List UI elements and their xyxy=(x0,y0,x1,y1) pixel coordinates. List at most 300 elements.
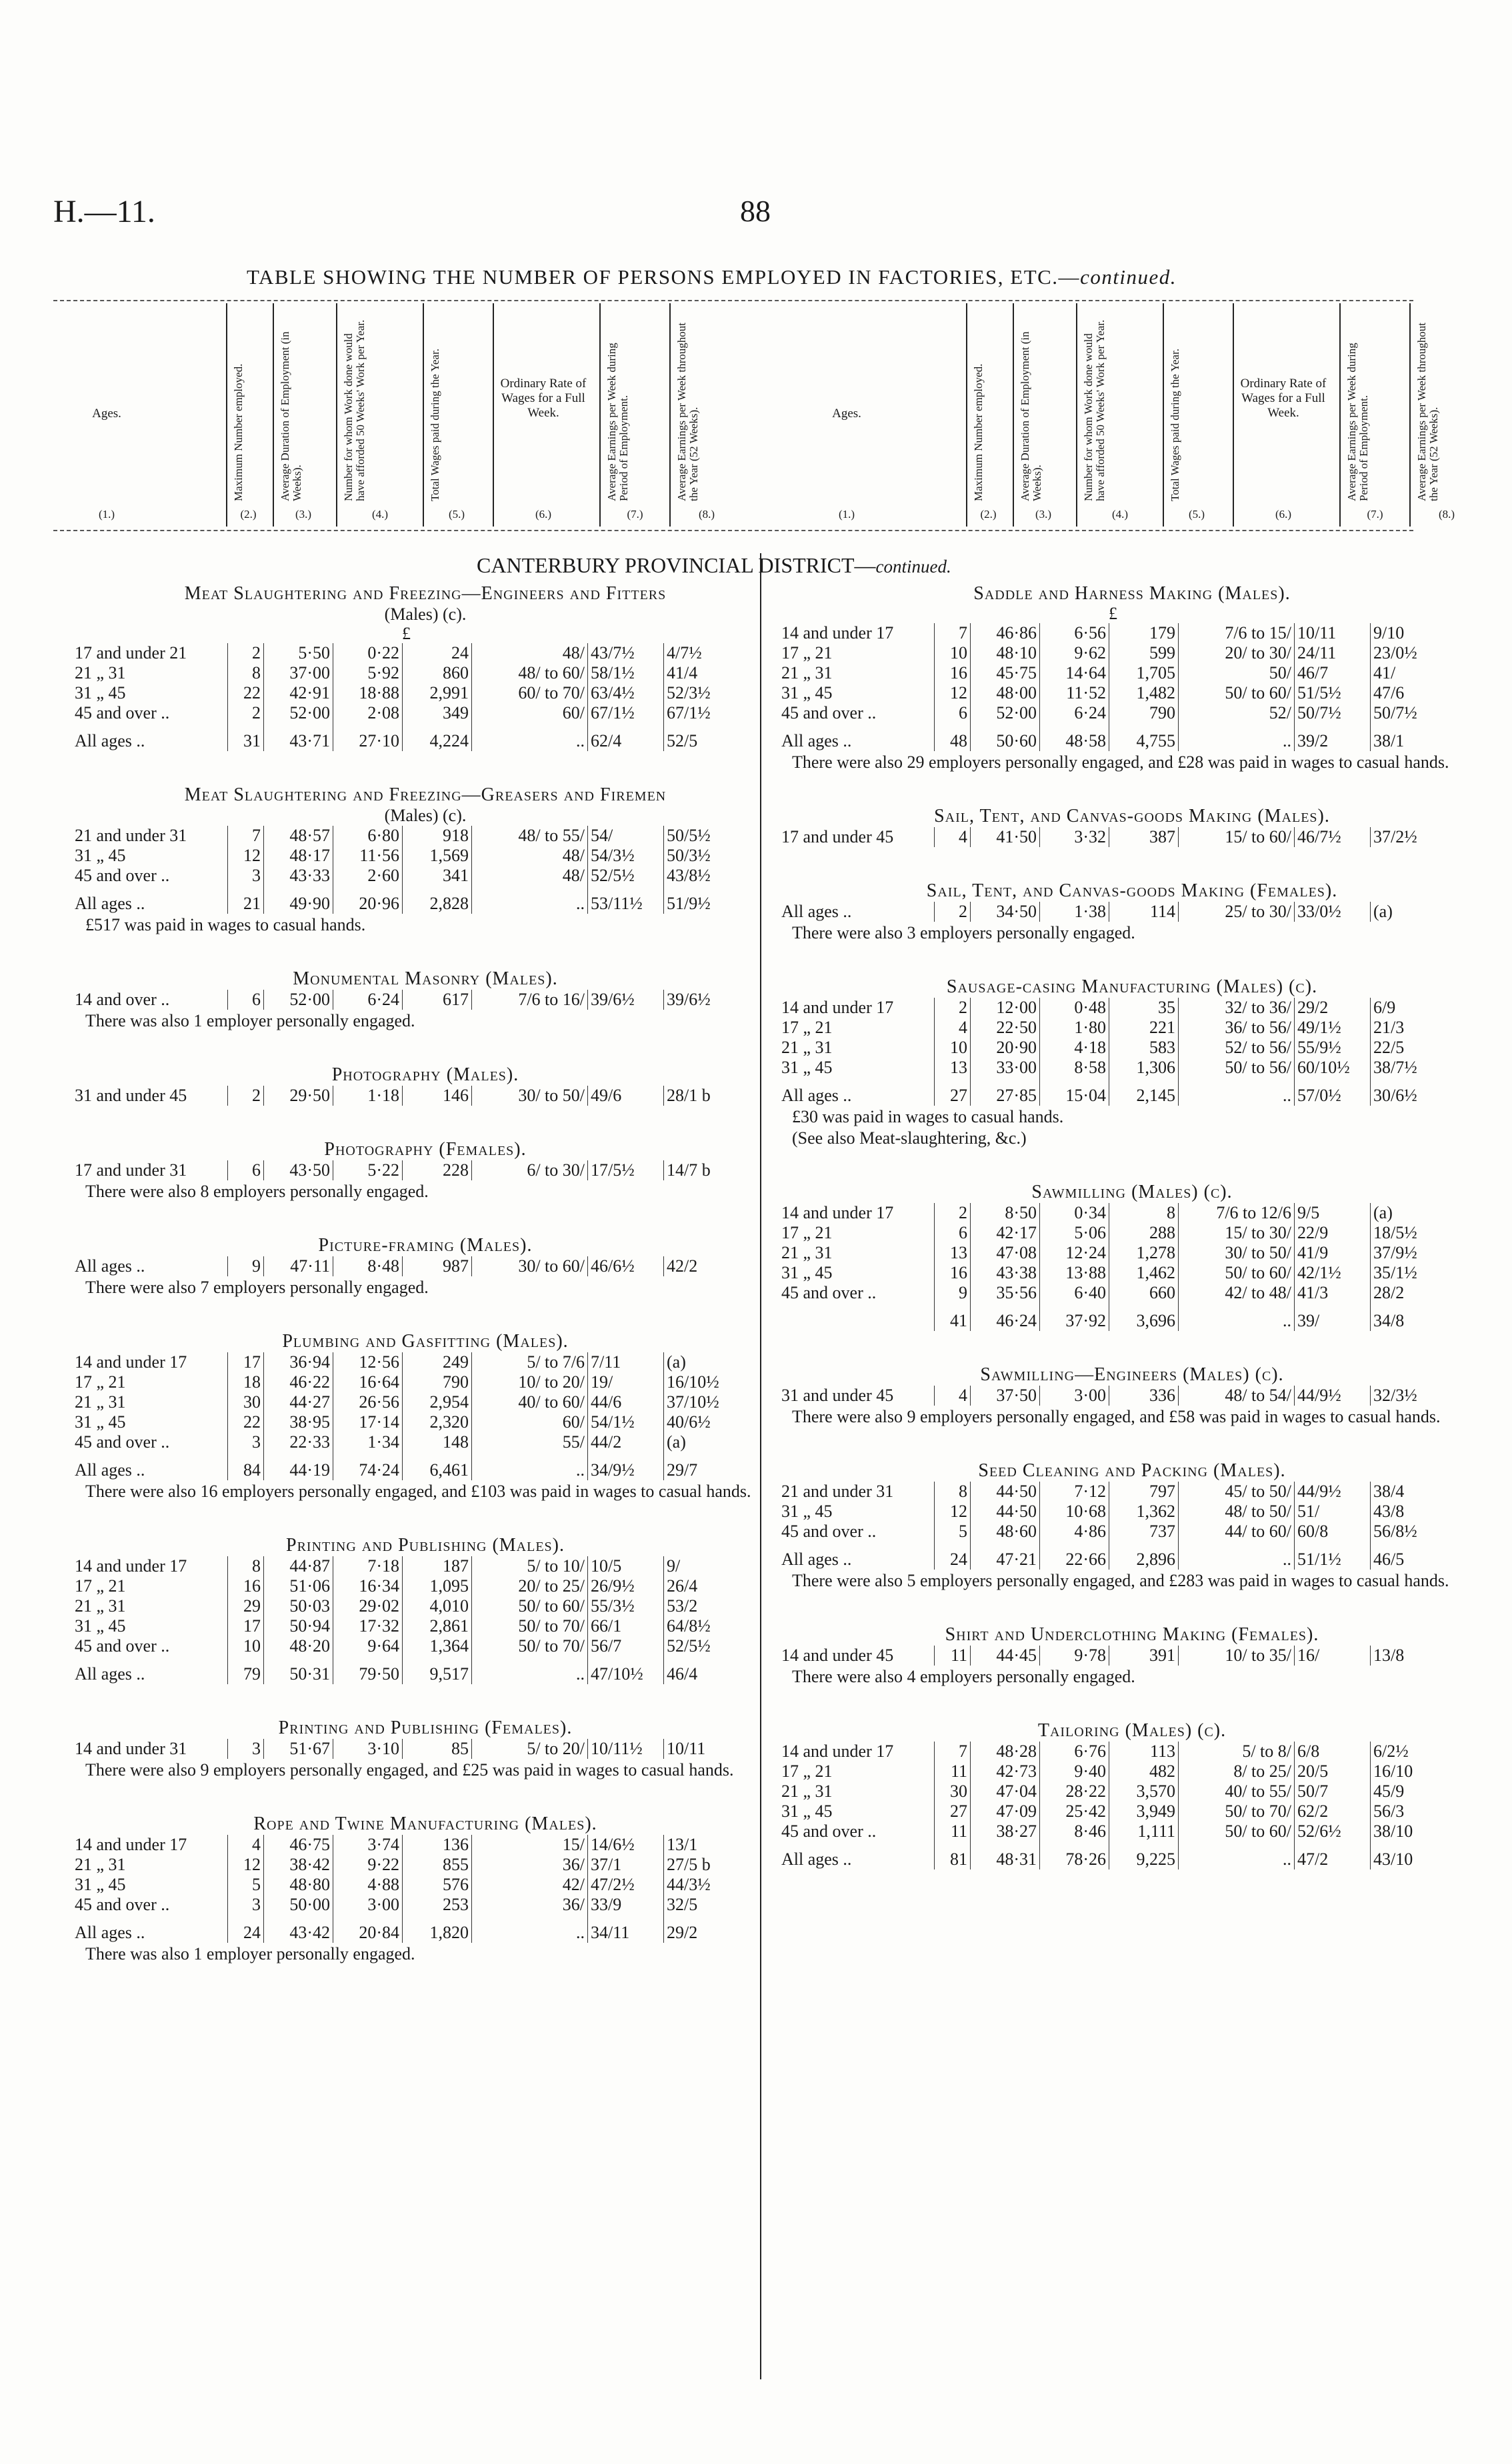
table-cell: 85 xyxy=(403,1739,472,1759)
table-cell: 37·00 xyxy=(264,663,333,683)
table-cell: 17 „ 21 xyxy=(72,1576,228,1596)
section-title: Saddle and Harness Making (Males). xyxy=(973,583,1291,604)
table-cell: 2,861 xyxy=(403,1616,472,1636)
table-cell: 47/2½ xyxy=(588,1875,664,1895)
total-row xyxy=(72,886,733,914)
table-cell: 43·50 xyxy=(264,1160,333,1180)
table-cell: 46/6½ xyxy=(588,1256,664,1276)
table-cell: 48·60 xyxy=(971,1522,1040,1542)
table-cell: All ages .. xyxy=(72,1256,228,1276)
table-row xyxy=(72,643,733,663)
table-cell: 37·92 xyxy=(1040,1303,1109,1331)
table-cell: 4 xyxy=(935,827,971,847)
column-number: (3.) xyxy=(295,508,312,521)
table-cell: 30/6½ xyxy=(1373,1086,1417,1105)
table-cell: 10 xyxy=(228,1636,264,1656)
table-row xyxy=(72,1835,733,1855)
table-cell: 47/6 xyxy=(1373,683,1405,702)
table-cell: 3 xyxy=(228,866,264,886)
table-cell: 387 xyxy=(1109,827,1179,847)
table-cell: 36·94 xyxy=(264,1352,333,1372)
section-note: £517 was paid in wages to casual hands. xyxy=(85,915,366,934)
table-cell: 38/4 xyxy=(1373,1482,1405,1501)
table-cell: 46/7 xyxy=(1295,663,1371,683)
table-cell: 52·00 xyxy=(971,703,1040,723)
table-row xyxy=(72,1392,733,1412)
table-row xyxy=(72,1432,733,1452)
table-cell: 8·48 xyxy=(333,1256,403,1276)
table-cell: 60/ to 70/ xyxy=(472,683,588,703)
table-cell: 48/ xyxy=(472,846,588,866)
table-cell: 51/9½ xyxy=(667,894,711,913)
table-row xyxy=(72,1616,733,1636)
table-row xyxy=(779,998,1439,1018)
table-cell: 43·71 xyxy=(264,723,333,751)
table-cell: 8·58 xyxy=(1040,1058,1109,1078)
table-title xyxy=(247,265,1177,289)
table-cell: 49/1½ xyxy=(1295,1018,1371,1038)
header-column-rule xyxy=(1076,303,1077,527)
table-row xyxy=(72,1352,733,1372)
table-cell: 14 and under 45 xyxy=(779,1646,935,1666)
table-cell: 50/ to 60/ xyxy=(1179,1822,1295,1842)
table-cell: 39/ xyxy=(1295,1303,1371,1331)
table-cell: 49·90 xyxy=(264,886,333,914)
table-cell: 31 „ 45 xyxy=(72,1412,228,1432)
table-cell: 341 xyxy=(403,866,472,886)
table-cell: 21 xyxy=(228,886,264,914)
table-cell: 52·00 xyxy=(264,990,333,1010)
table-cell: 45 and over .. xyxy=(72,866,228,886)
right-column xyxy=(779,583,1485,1869)
column-number: (5.) xyxy=(1188,508,1205,521)
table-cell: 1,306 xyxy=(1109,1058,1179,1078)
table-cell: 50·94 xyxy=(264,1616,333,1636)
table-cell: 45 and over .. xyxy=(779,1822,935,1842)
table-cell: 17 and under 45 xyxy=(779,827,935,847)
table-cell: 35·56 xyxy=(971,1283,1040,1303)
table-cell: 2,954 xyxy=(403,1392,472,1412)
table-cell: 3·10 xyxy=(333,1739,403,1759)
table-cell: 29·50 xyxy=(264,1086,333,1106)
table-cell: 253 xyxy=(403,1895,472,1915)
table-cell: 79·50 xyxy=(333,1656,403,1684)
data-table xyxy=(779,1646,1439,1666)
industry-section xyxy=(72,1298,779,1502)
table-cell: 39/6½ xyxy=(588,990,664,1010)
table-cell: 40/ to 55/ xyxy=(1179,1782,1295,1802)
table-cell: 15/ to 30/ xyxy=(1179,1223,1295,1243)
industry-section xyxy=(72,583,779,751)
table-cell: 3·74 xyxy=(333,1835,403,1855)
table-cell: 29/7 xyxy=(667,1460,698,1480)
table-cell: 36/ to 56/ xyxy=(1179,1018,1295,1038)
table-cell: 52/3½ xyxy=(667,683,711,702)
section-subtitle: (Males) (c). xyxy=(384,806,467,825)
table-cell: 48·20 xyxy=(264,1636,333,1656)
table-cell: 41/3 xyxy=(1295,1283,1371,1303)
table-cell: 42·91 xyxy=(264,683,333,703)
table-cell: 16 xyxy=(228,1576,264,1596)
table-cell: 14 and under 17 xyxy=(72,1835,228,1855)
table-cell: 50/ to 70/ xyxy=(472,1636,588,1656)
table-cell: 9/ xyxy=(667,1556,681,1576)
table-cell: 136 xyxy=(403,1835,472,1855)
table-cell: 228 xyxy=(403,1160,472,1180)
table-cell: 32/ to 36/ xyxy=(1179,998,1295,1018)
table-cell: 9·62 xyxy=(1040,643,1109,663)
column-header-c3: Average Duration of Employment (in Weeks). xyxy=(1019,331,1043,501)
data-table xyxy=(779,1482,1439,1570)
table-cell: 4 xyxy=(228,1835,264,1855)
table-cell: 18·88 xyxy=(333,683,403,703)
table-cell: 10/11½ xyxy=(588,1739,664,1759)
table-cell: 16 xyxy=(935,1263,971,1283)
section-title: Plumbing and Gasfitting (Males). xyxy=(282,1331,569,1352)
column-number: (7.) xyxy=(627,508,643,521)
table-row xyxy=(779,683,1439,703)
table-cell: 1,278 xyxy=(1109,1243,1179,1263)
table-cell: 12·24 xyxy=(1040,1243,1109,1263)
table-cell: 11 xyxy=(935,1762,971,1782)
table-cell: 47·08 xyxy=(971,1243,1040,1263)
table-cell: 20·84 xyxy=(333,1915,403,1943)
table-cell: 44·19 xyxy=(264,1452,333,1480)
table-cell: 3,570 xyxy=(1109,1782,1179,1802)
section-note: There were also 7 employers personally engaged. xyxy=(85,1278,429,1297)
table-cell: .. xyxy=(472,1452,588,1480)
table-cell: 31 „ 45 xyxy=(779,1263,935,1283)
table-cell: 17·32 xyxy=(333,1616,403,1636)
table-row xyxy=(779,827,1439,847)
table-cell: 27 xyxy=(935,1802,971,1822)
table-cell: 28/2 xyxy=(1373,1283,1405,1302)
table-cell: 50/ to 60/ xyxy=(472,1596,588,1616)
column-header-c8: Average Earnings per Week throughout the Year (52 Weeks). xyxy=(675,322,700,501)
table-cell: 48/ to 54/ xyxy=(1179,1386,1295,1406)
table-cell: 7/6 to 12/6 xyxy=(1179,1203,1295,1223)
table-cell: 28·22 xyxy=(1040,1782,1109,1802)
table-cell: 9/10 xyxy=(1373,623,1405,642)
table-cell: 7·18 xyxy=(333,1556,403,1576)
column-number: (8.) xyxy=(1438,508,1455,521)
column-header-c7: Average Earnings per Week during Period of Employment. xyxy=(605,343,630,501)
table-cell: 31 and under 45 xyxy=(72,1086,228,1106)
table-cell: 21 „ 31 xyxy=(779,1038,935,1058)
table-cell: (a) xyxy=(667,1352,686,1372)
table-cell: 43/8 xyxy=(1373,1502,1405,1521)
table-cell: 17 „ 21 xyxy=(72,1372,228,1392)
table-row xyxy=(779,1263,1439,1283)
section-title: Photography (Females). xyxy=(324,1139,527,1160)
table-cell: 45·75 xyxy=(971,663,1040,683)
table-row xyxy=(72,1596,733,1616)
table-cell: 36/ xyxy=(472,1895,588,1915)
table-cell: 50/3½ xyxy=(667,846,711,865)
currency-symbol: £ xyxy=(402,624,411,643)
table-cell: 7 xyxy=(935,1742,971,1762)
table-cell: 52/5½ xyxy=(588,866,664,886)
table-row xyxy=(779,1782,1439,1802)
table-cell: 63/4½ xyxy=(588,683,664,703)
table-cell: 50/ to 56/ xyxy=(1179,1058,1295,1078)
table-cell: 51·06 xyxy=(264,1576,333,1596)
table-cell: All ages .. xyxy=(779,723,935,751)
table-cell: 22 xyxy=(228,683,264,703)
table-cell: 21 and under 31 xyxy=(779,1482,935,1502)
table-cell: 56/3 xyxy=(1373,1802,1405,1821)
header-column-rule xyxy=(966,303,967,527)
table-cell: 43/10 xyxy=(1373,1849,1413,1869)
table-row xyxy=(72,1256,733,1276)
table-cell: 46·75 xyxy=(264,1835,333,1855)
table-cell: 31 xyxy=(228,723,264,751)
table-cell: 47·21 xyxy=(971,1542,1040,1570)
table-cell: 29·02 xyxy=(333,1596,403,1616)
table-cell: 50/7½ xyxy=(1295,703,1371,723)
table-cell: 3·32 xyxy=(1040,827,1109,847)
table-cell: 48·57 xyxy=(264,826,333,846)
table-cell: 16/10 xyxy=(1373,1762,1413,1781)
data-table xyxy=(779,1203,1439,1331)
table-cell: 38/10 xyxy=(1373,1822,1413,1841)
table-row xyxy=(779,1223,1439,1243)
header-column-rule xyxy=(1339,303,1341,527)
table-cell: 38/7½ xyxy=(1373,1058,1417,1077)
table-cell: 45 and over .. xyxy=(72,703,228,723)
table-cell: 14/6½ xyxy=(588,1835,664,1855)
table-cell: 46/7½ xyxy=(1295,827,1371,847)
table-row xyxy=(779,1038,1439,1058)
column-number: (3.) xyxy=(1035,508,1052,521)
section-note: There were also 9 employers personally engaged, and £58 was paid in wages to casual hands. xyxy=(792,1407,1441,1426)
table-row xyxy=(779,1802,1439,1822)
table-cell: 14 and under 17 xyxy=(779,1742,935,1762)
table-cell: 4·18 xyxy=(1040,1038,1109,1058)
table-cell: 9·78 xyxy=(1040,1646,1109,1666)
data-table xyxy=(779,902,1439,922)
section-note: There were also 16 employers personally engaged, and £103 was paid in wages to casual hands. xyxy=(85,1482,751,1501)
table-cell: 2 xyxy=(935,1203,971,1223)
section-title: Meat Slaughtering and Freezing—Engineers and Fitters xyxy=(184,583,667,604)
table-row xyxy=(779,1018,1439,1038)
table-cell: 1,569 xyxy=(403,846,472,866)
table-cell: 7 xyxy=(935,623,971,643)
table-cell: 1,111 xyxy=(1109,1822,1179,1842)
table-cell: 0·48 xyxy=(1040,998,1109,1018)
table-cell: 55/3½ xyxy=(588,1596,664,1616)
table-cell: 179 xyxy=(1109,623,1179,643)
table-cell: 44/2 xyxy=(588,1432,664,1452)
table-cell: 7/11 xyxy=(588,1352,664,1372)
table-cell: 6·40 xyxy=(1040,1283,1109,1303)
data-table xyxy=(779,623,1439,751)
table-cell: 62/2 xyxy=(1295,1802,1371,1822)
table-cell: 8 xyxy=(935,1482,971,1502)
table-cell: 6·80 xyxy=(333,826,403,846)
table-row xyxy=(779,1243,1439,1263)
table-cell: 48·28 xyxy=(971,1742,1040,1762)
table-cell: 18 xyxy=(228,1372,264,1392)
column-header-c4: Number for whom Work done would have afforded 50 Weeks' Work per Year. xyxy=(1082,319,1107,501)
data-table xyxy=(779,998,1439,1106)
table-cell: 599 xyxy=(1109,643,1179,663)
table-cell: 21 „ 31 xyxy=(779,1243,935,1263)
section-title: Sail, Tent, and Canvas-goods Making (Females). xyxy=(926,880,1338,901)
table-cell: 44·50 xyxy=(971,1502,1040,1522)
section-title: Printing and Publishing (Males). xyxy=(286,1535,565,1556)
table-cell: 12 xyxy=(228,1855,264,1875)
table-cell: 5·50 xyxy=(264,643,333,663)
column-header-c2: Maximum Number employed. xyxy=(972,363,985,501)
table-cell: 47/10½ xyxy=(588,1656,664,1684)
table-cell: 46·22 xyxy=(264,1372,333,1392)
table-cell: 16 xyxy=(935,663,971,683)
table-cell: 54/ xyxy=(588,826,664,846)
table-cell: 1,462 xyxy=(1109,1263,1179,1283)
table-cell: 31 „ 45 xyxy=(72,683,228,703)
table-row xyxy=(779,1283,1439,1303)
table-row xyxy=(779,1822,1439,1842)
table-cell: All ages .. xyxy=(72,1452,228,1480)
table-cell: 31 „ 45 xyxy=(779,1802,935,1822)
table-cell: 1,705 xyxy=(1109,663,1179,683)
table-cell: 45 and over .. xyxy=(779,703,935,723)
header-column-rule xyxy=(336,303,337,527)
column-number: (5.) xyxy=(448,508,465,521)
table-cell: 6·24 xyxy=(1040,703,1109,723)
table-cell: 9/5 xyxy=(1295,1203,1371,1223)
data-table xyxy=(72,643,733,751)
table-cell: 41·50 xyxy=(971,827,1040,847)
table-cell: 50/7½ xyxy=(1373,703,1417,722)
table-cell: .. xyxy=(472,886,588,914)
table-cell: 46·86 xyxy=(971,623,1040,643)
table-cell: 30/ to 60/ xyxy=(472,1256,588,1276)
industry-section xyxy=(779,1591,1485,1687)
section-title: Sail, Tent, and Canvas-goods Making (Males). xyxy=(934,806,1330,826)
table-cell: 43·42 xyxy=(264,1915,333,1943)
table-cell: 45 and over .. xyxy=(779,1283,935,1303)
table-cell: 790 xyxy=(403,1372,472,1392)
table-cell: All ages .. xyxy=(72,723,228,751)
table-cell: 8 xyxy=(228,1556,264,1576)
table-cell: 41/4 xyxy=(667,663,698,682)
table-cell: 53/2 xyxy=(667,1596,698,1616)
industry-section xyxy=(72,1684,779,1780)
table-cell: 146 xyxy=(403,1086,472,1106)
section-title: Sausage-casing Manufacturing (Males) (c). xyxy=(946,976,1318,997)
table-cell: 29/2 xyxy=(667,1923,698,1942)
table-cell: 84 xyxy=(228,1452,264,1480)
table-cell: 737 xyxy=(1109,1522,1179,1542)
industry-section xyxy=(779,943,1485,1148)
table-cell: 349 xyxy=(403,703,472,723)
table-cell: 50·60 xyxy=(971,723,1040,751)
table-cell: 47·09 xyxy=(971,1802,1040,1822)
table-cell: 56/8½ xyxy=(1373,1522,1417,1541)
table-cell: 38·95 xyxy=(264,1412,333,1432)
table-cell: 17/5½ xyxy=(588,1160,664,1180)
table-row xyxy=(72,1576,733,1596)
industry-section xyxy=(72,751,779,935)
table-cell: 583 xyxy=(1109,1038,1179,1058)
table-row xyxy=(779,1386,1439,1406)
column-number: (2.) xyxy=(980,508,997,521)
table-row xyxy=(72,1739,733,1759)
table-cell: 8/ to 25/ xyxy=(1179,1762,1295,1782)
table-cell: 40/6½ xyxy=(667,1412,711,1432)
section-subtitle: (Males) (c). xyxy=(384,605,467,624)
column-number: (6.) xyxy=(1275,508,1292,521)
table-cell: 50/5½ xyxy=(667,826,711,845)
table-cell: All ages .. xyxy=(72,886,228,914)
table-cell: 3 xyxy=(228,1895,264,1915)
table-cell: 44/9½ xyxy=(1295,1386,1371,1406)
data-table xyxy=(779,827,1439,847)
table-cell: 22·33 xyxy=(264,1432,333,1452)
table-cell: 38·42 xyxy=(264,1855,333,1875)
industry-section xyxy=(72,935,779,1031)
table-title-text: TABLE SHOWING THE NUMBER OF PERSONS EMPLOYED IN FACTORIES, ETC.— xyxy=(247,265,1081,289)
table-cell: 21 and under 31 xyxy=(72,826,228,846)
table-cell: 8·50 xyxy=(971,1203,1040,1223)
table-cell: 10/ to 20/ xyxy=(472,1372,588,1392)
table-cell: 22 xyxy=(228,1412,264,1432)
table-cell: 14 and under 17 xyxy=(779,623,935,643)
table-cell: 60/10½ xyxy=(1295,1058,1371,1078)
table-cell: 27/5 b xyxy=(667,1855,711,1874)
table-cell: .. xyxy=(1179,1078,1295,1106)
section-note: There were also 4 employers personally engaged. xyxy=(792,1667,1135,1686)
table-cell: 52/6½ xyxy=(1295,1822,1371,1842)
table-cell: 391 xyxy=(1109,1646,1179,1666)
table-row xyxy=(72,1855,733,1875)
district-heading xyxy=(477,553,951,578)
table-cell: 221 xyxy=(1109,1018,1179,1038)
column-header-c2: Maximum Number employed. xyxy=(232,363,245,501)
table-cell: 9,517 xyxy=(403,1656,472,1684)
header-column-rule xyxy=(599,303,601,527)
table-cell: 48/ xyxy=(472,866,588,886)
section-title: Sawmilling—Engineers (Males) (c). xyxy=(980,1364,1284,1385)
table-cell: 26/4 xyxy=(667,1576,698,1596)
table-title-continued: continued. xyxy=(1080,265,1177,289)
column-number: (4.) xyxy=(1111,508,1129,521)
table-cell: 15/ to 60/ xyxy=(1179,827,1295,847)
table-cell: 790 xyxy=(1109,703,1179,723)
table-row xyxy=(72,703,733,723)
data-table xyxy=(779,1742,1439,1869)
table-cell: 2 xyxy=(228,1086,264,1106)
table-cell: 12 xyxy=(935,683,971,703)
table-cell: 50/ to 70/ xyxy=(1179,1802,1295,1822)
table-cell: 24 xyxy=(935,1542,971,1570)
table-row xyxy=(779,1203,1439,1223)
table-row xyxy=(779,703,1439,723)
data-table xyxy=(72,1835,733,1943)
table-cell: 0·34 xyxy=(1040,1203,1109,1223)
table-cell: 50·00 xyxy=(264,1895,333,1915)
table-cell: 2,991 xyxy=(403,683,472,703)
table-cell: 45 and over .. xyxy=(779,1522,935,1542)
table-cell: 22·50 xyxy=(971,1018,1040,1038)
table-cell: 10/11 xyxy=(667,1739,706,1758)
table-cell: 1,364 xyxy=(403,1636,472,1656)
table-row xyxy=(779,663,1439,683)
table-cell: 6/2½ xyxy=(1373,1742,1409,1761)
table-cell: .. xyxy=(472,1656,588,1684)
